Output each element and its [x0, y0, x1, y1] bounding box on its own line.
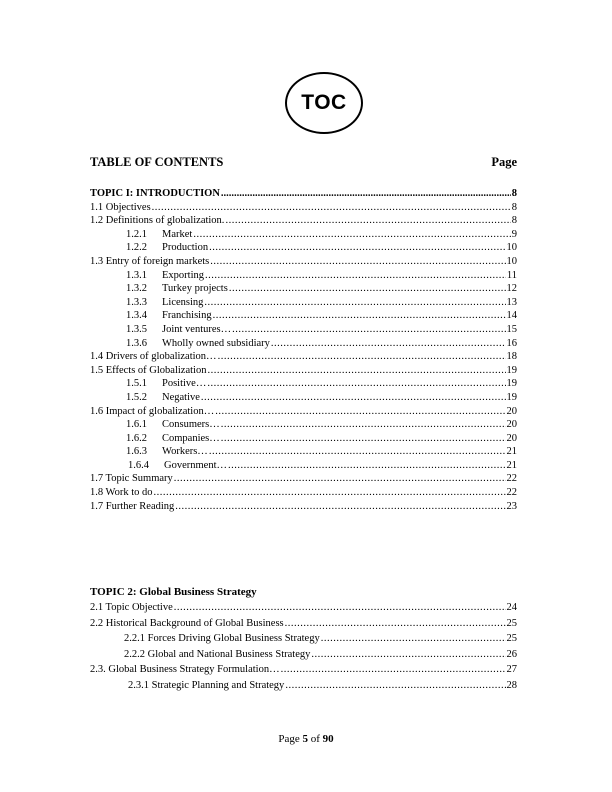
toc-entry-number: 1.2.2 [126, 242, 147, 254]
toc-entry-number: 1.2.1 [126, 228, 147, 240]
toc-entry-label: 1.1 Objectives [90, 201, 151, 213]
toc-entry-number: 1.6.4 [128, 459, 149, 471]
footer-middle: of [307, 733, 323, 745]
toc-entry[interactable] [90, 445, 517, 459]
toc-entry-label [90, 377, 206, 391]
toc-entry-number: 1.3.1 [126, 269, 147, 281]
toc-entry[interactable] [90, 459, 517, 473]
footer-total-pages: 90 [322, 733, 334, 745]
toc-entry-page: 19 [506, 378, 517, 390]
toc-entry-label [90, 418, 220, 432]
toc-entry-text: Companies… [162, 432, 220, 444]
toc-entry-number: 1.5.2 [126, 391, 147, 403]
toc-entry[interactable] [90, 255, 517, 269]
toc-entry[interactable] [90, 269, 517, 283]
toc-entry[interactable] [90, 432, 517, 446]
dot-leader [204, 296, 505, 310]
toc-badge [285, 72, 363, 134]
toc-entry-label: 2.3. Global Business Strategy Formulation… [90, 664, 280, 676]
dot-leader [321, 631, 506, 647]
topic2-entries [90, 600, 517, 694]
dot-leader [232, 323, 505, 337]
toc-entry-text: Turkey projects [162, 283, 228, 295]
toc-entry-page: 11 [506, 269, 517, 281]
toc-entry[interactable] [90, 241, 517, 255]
toc-entry-page: 9 [511, 228, 517, 240]
toc-entry[interactable] [90, 662, 517, 678]
toc-entry-label: 2.3.1 Strategic Planning and Strategy [128, 679, 285, 691]
dot-leader [228, 459, 506, 473]
topic1-entries [90, 187, 517, 513]
dot-leader [209, 445, 506, 459]
toc-entry-text: Joint ventures… [162, 323, 232, 335]
toc-entry[interactable] [90, 486, 517, 500]
toc-entry[interactable] [90, 323, 517, 337]
dot-leader [193, 228, 510, 242]
toc-entry-label [90, 269, 204, 283]
toc-entry-text: Production [162, 242, 209, 254]
dot-leader [201, 391, 506, 405]
toc-entry-label: 1.4 Drivers of globalization… [90, 351, 217, 363]
dot-leader [213, 309, 506, 323]
toc-entry-page: 12 [506, 283, 517, 295]
toc-entry-page: 10 [506, 255, 517, 267]
toc-entry-text: Workers… [162, 446, 208, 458]
toc-entry[interactable] [90, 600, 517, 616]
dot-leader [221, 432, 506, 446]
toc-entry-page: 25 [506, 633, 517, 645]
toc-entry-label: 2.2 Historical Background of Global Business [90, 617, 284, 629]
toc-entry[interactable] [90, 187, 517, 201]
toc-entry-number: 1.3.4 [126, 310, 147, 322]
dot-leader [285, 678, 505, 694]
toc-entry[interactable] [90, 309, 517, 323]
dot-leader [221, 187, 511, 201]
toc-entry-page: 8 [511, 188, 517, 199]
toc-entry-label: 2.1 Topic Objective [90, 602, 173, 613]
page-title: TABLE OF CONTENTS [90, 155, 224, 169]
toc-entry[interactable] [90, 377, 517, 391]
toc-entry-page: 26 [506, 648, 517, 660]
toc-entry-text: Wholly owned subsidiary [162, 337, 270, 349]
dot-leader [218, 350, 506, 364]
toc-entry[interactable] [90, 282, 517, 296]
toc-entry-label [90, 337, 270, 351]
toc-entry[interactable] [90, 214, 517, 228]
toc-entry-page: 22 [506, 487, 517, 499]
toc-entry[interactable] [90, 350, 517, 364]
toc-entry-text: Exporting [162, 269, 204, 281]
toc-entry-page: 15 [506, 323, 517, 335]
toc-entry[interactable] [90, 228, 517, 242]
toc-entry-label: 1.7 Further Reading [90, 500, 175, 512]
toc-entry-label: 2.2.1 Forces Driving Global Business Strategy [124, 633, 320, 645]
toc-entry-label [90, 309, 212, 323]
toc-entry-label: 1.2 Definitions of globalization. [90, 215, 225, 227]
toc-entry-label: 1.3 Entry of foreign markets [90, 255, 210, 267]
dot-leader [207, 377, 505, 391]
toc-entry-number: 1.5.1 [126, 378, 147, 390]
toc-entry[interactable] [90, 337, 517, 351]
toc-entry-text: Positive… [162, 378, 207, 390]
dot-leader [205, 269, 506, 283]
toc-entry-label [90, 391, 200, 405]
toc-entry-page: 8 [511, 215, 517, 227]
toc-entry-page: 13 [506, 296, 517, 308]
toc-entry-page: 20 [506, 419, 517, 431]
toc-header [90, 155, 517, 173]
toc-entry-page: 28 [506, 679, 517, 691]
toc-entry-number: 1.6.3 [126, 446, 147, 458]
toc-entry-page: 14 [506, 310, 517, 322]
toc-entry-page: 19 [506, 391, 517, 403]
dot-leader [271, 337, 506, 351]
toc-entry[interactable] [90, 678, 517, 694]
dot-leader [174, 600, 506, 616]
toc-entry-page: 8 [511, 201, 517, 213]
dot-leader [154, 486, 506, 500]
toc-entry-page: 10 [506, 242, 517, 254]
page-column-label: Page [491, 155, 517, 169]
toc-entry-page: 18 [506, 351, 517, 363]
toc-entry-label: 1.6 Impact of globalization… [90, 405, 215, 417]
toc-entry-page: 20 [506, 405, 517, 417]
toc-entry-text: Licensing [162, 296, 204, 308]
footer-current-page: 5 [302, 733, 308, 745]
toc-entry-number: 1.6.2 [126, 432, 147, 444]
toc-entry-label [90, 241, 208, 255]
toc-entry-page: 16 [506, 337, 517, 349]
toc-entry-label: 1.7 Topic Summary [90, 473, 173, 485]
toc-entry-number: 1.3.6 [126, 337, 147, 349]
toc-entry[interactable] [90, 296, 517, 310]
dot-leader [281, 662, 506, 678]
toc-entry[interactable] [90, 391, 517, 405]
toc-entry-text: Consumers… [162, 419, 220, 431]
toc-entry-number: 1.6.1 [126, 419, 147, 431]
toc-entry-page: 19 [506, 364, 517, 376]
dot-leader [285, 616, 506, 632]
toc-entry-label: 1.8 Work to do [90, 487, 153, 499]
toc-entry-page: 23 [506, 500, 517, 512]
toc-entry[interactable] [90, 405, 517, 419]
toc-entry-number: 1.3.5 [126, 323, 147, 335]
toc-entry-label [90, 445, 208, 459]
toc-entry-page: 21 [506, 446, 517, 458]
toc-entry[interactable] [90, 201, 517, 215]
dot-leader [221, 418, 506, 432]
topic2-title: TOPIC 2: Global Business Strategy [90, 586, 257, 598]
toc-entry[interactable] [90, 616, 517, 632]
toc-entry-page: 24 [506, 602, 517, 613]
toc-entry-page: 22 [506, 473, 517, 485]
toc-badge-text: TOC [301, 91, 347, 114]
toc-entry[interactable] [90, 364, 517, 378]
toc-entry-text: Negative [162, 391, 200, 403]
toc-entry-label: 2.2.2 Global and National Business Strategy [124, 648, 311, 660]
dot-leader [152, 201, 511, 215]
toc-entry-label [90, 228, 192, 242]
toc-entry-number: 1.3.3 [126, 296, 147, 308]
toc-entry-page: 25 [506, 617, 517, 629]
dot-leader [311, 647, 505, 663]
dot-leader [207, 364, 505, 378]
toc-entry[interactable] [90, 418, 517, 432]
toc-entry-label [90, 459, 227, 473]
toc-entry-number: 1.3.2 [126, 283, 147, 295]
toc-entry[interactable] [90, 631, 517, 647]
dot-leader [174, 472, 506, 486]
toc-entry-text: Market [162, 228, 193, 240]
toc-entry[interactable] [90, 472, 517, 486]
toc-entry-page: 27 [506, 664, 517, 676]
toc-entry-label: 1.5 Effects of Globalization [90, 364, 207, 376]
toc-entry-text: Government… [164, 459, 227, 471]
dot-leader [225, 214, 510, 228]
footer-prefix: Page [278, 733, 303, 745]
toc-entry-label: TOPIC I: INTRODUCTION [90, 188, 220, 199]
dot-leader [175, 500, 505, 514]
dot-leader [229, 282, 506, 296]
toc-entry-text: Franchising [162, 310, 212, 322]
toc-entry[interactable] [90, 647, 517, 663]
toc-entry-label [90, 282, 228, 296]
toc-entry-label [90, 432, 220, 446]
dot-leader [215, 405, 505, 419]
dot-leader [209, 241, 505, 255]
dot-leader [210, 255, 505, 269]
page-footer [0, 733, 612, 745]
toc-entry-label [90, 323, 231, 337]
toc-entry-page: 21 [506, 459, 517, 471]
toc-entry-page: 20 [506, 432, 517, 444]
toc-entry[interactable] [90, 500, 517, 514]
toc-entry-label [90, 296, 203, 310]
